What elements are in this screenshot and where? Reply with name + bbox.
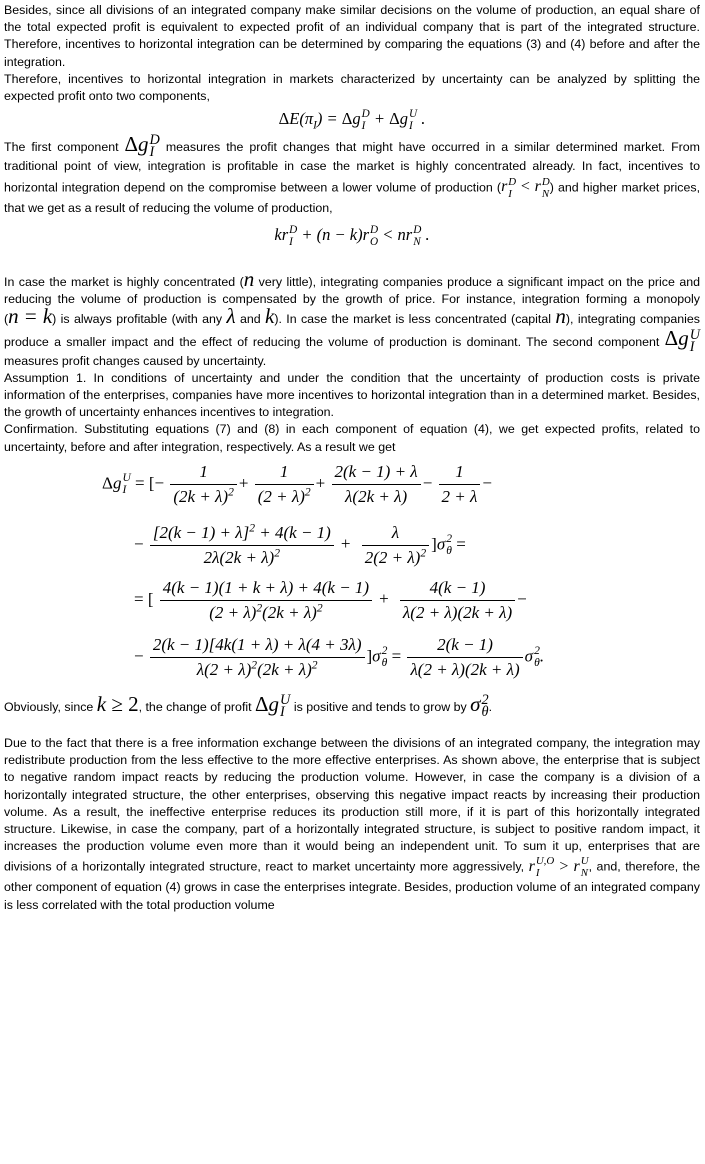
paragraph-4: In case the market is highly concentrated (n very little), integrating companies produce a significant impact on the price and reducing the volume of production is compensated by the growth of price. For instance, integration forming a monopoly (n = k) is always profitable (with any λ and k). In case the market is less concentrated (capital n), integrating companies produce a smaller impact and the effect of reducing the volume of production is dominant. The second component Δg U I measures profit changes caused by uncertainty. (4, 267, 700, 368)
equation-block (4, 462, 700, 680)
equation-line-1: Δg U I = [− $\frac{1}{(2k + \lambda)^2}$ + $\frac{1}{(2 + \lambda)^2}$ + $\frac{2(k - 1) + \lambda}{\lambda(2k + \lambda)}$ − $\frac{1}{2 + \lambda}$ − (102, 461, 492, 506)
obviously-paragraph: Obviously, since k ≥ 2, the change of profit Δg U I is positive and tends to grow by σ 2 θ . (4, 691, 493, 720)
equation-delta-expected-profit: $\Delta E(\pi_I) = \Delta g$ D I + Δg U I . (278, 108, 426, 133)
paragraph-2: Therefore, incentives to horizontal integration in markets characterized by uncertainty can be analyzed by splitting the expected profit onto two components, (4, 71, 700, 104)
assumption-paragraph: Assumption 1. In conditions of uncertainty and under the condition that the uncertainty of production costs is private information of the enterprises, companies have more incentives to horizontal integration than in a determined market. Besides, the growth of uncertainty enhances incentives to integration. (4, 370, 700, 420)
n-equals-k-symbol: n = k (8, 304, 53, 329)
r-uo-inequality-symbol: r U,O I > r U N (528, 855, 589, 880)
sigma-theta-symbol: σ 2 θ (470, 691, 489, 720)
k-geq-2-symbol: k ≥ 2 (96, 691, 139, 716)
paragraph-1: Besides, since all divisions of an integrated company make similar decisions on the volume of production, an equal share of the total expected profit is equivalent to expected profit of an individual company that is part of the integrated structure. Therefore, incentives to horizontal integration can be determined by comparing the equations (3) and (4) before and after the integration. (4, 3, 700, 69)
delta-g-d-symbol: Δg D I (124, 132, 160, 161)
r-inequality-symbol: r D I < r D N (501, 175, 550, 200)
paragraph-last: Due to the fact that there is a free information exchange between the divisions of an integrated company, the integration may redistribute production from the less effective to the more effective enterprises. As shown above, the enterprise that is subject to negative random impact reacts by reducing the production volume. However, in case the company is a division of a horizontally integrated structure, the other enterprises, observing this negative impact reacts by increasing their production volume. As a result, the ineffective enterprise reduces its production still more, if it is part of this horizontally integrated structure. Likewise, in case the company, part of a horizontally integrated structure, is subject to positive random impact, it increases the production volume even more than it would being an independent unit. To sum it up, enterprises that are divisions of a horizontally integrated structure, react to market uncertainty more aggressively, r U,O I > r U N , and, therefore, the other component of equation (4) grows in case the enterprises integrate. Besides, production volume of an integrated company is less correlated with the total production volume (4, 735, 701, 912)
paragraph-3: The first component Δg D I measures the profit changes that might have occurred in a similar determined market. From traditional point of view, integration is profitable in case the market is highly concentrated already. In fact, incentives to horizontal integration depend on the compromise between a lower volume of production (r D I < r D N ) and higher market prices, that we get as a result of reducing the volume of production, (4, 132, 701, 215)
equation-line-3: = [ $\frac{4(k - 1)(1 + k + \lambda) + 4(k - 1)}{(2 + \lambda)^2(2k + \lambda)^2}$ + $\frac{4(k - 1)}{\lambda(2 + \lambda)(2k + \lambda)}$ − (134, 577, 527, 622)
equation-production-inequality: kr D I + (n − k)r D O < nr D N . (274, 224, 430, 249)
delta-g-u-symbol: Δg U I (664, 326, 700, 355)
n-symbol: n (243, 267, 255, 292)
n-symbol-2: n (555, 304, 566, 329)
k-symbol: k (265, 304, 275, 329)
equation-line-4: − $\frac{2(k - 1)[4k(1 + \lambda) + \lambda(4 + 3\lambda)}{\lambda(2 + \lambda)^2(2k + \lambda)^2}$ ]σ 2 θ = $\frac{2(k - 1)}{\lambda(2 + \lambda)(2k + \lambda)}$ σ 2 θ . (134, 634, 545, 679)
confirmation-paragraph: Confirmation. Substituting equations (7) and (8) in each component of equation (4), we get expected profits, related to uncertainty, before and after integration, respectively. As a result we get (4, 422, 700, 454)
equation-line-2: − $\frac{[2(k - 1) + \lambda]^2 + 4(k - 1)}{2\lambda(2k + \lambda)^2}$ + $\frac{\lambda}{2(2 + \lambda)^2}$ ]σ 2 θ = (134, 521, 466, 567)
delta-g-u-symbol-2: Δg U I (255, 691, 291, 720)
lambda-symbol: λ (226, 304, 236, 329)
